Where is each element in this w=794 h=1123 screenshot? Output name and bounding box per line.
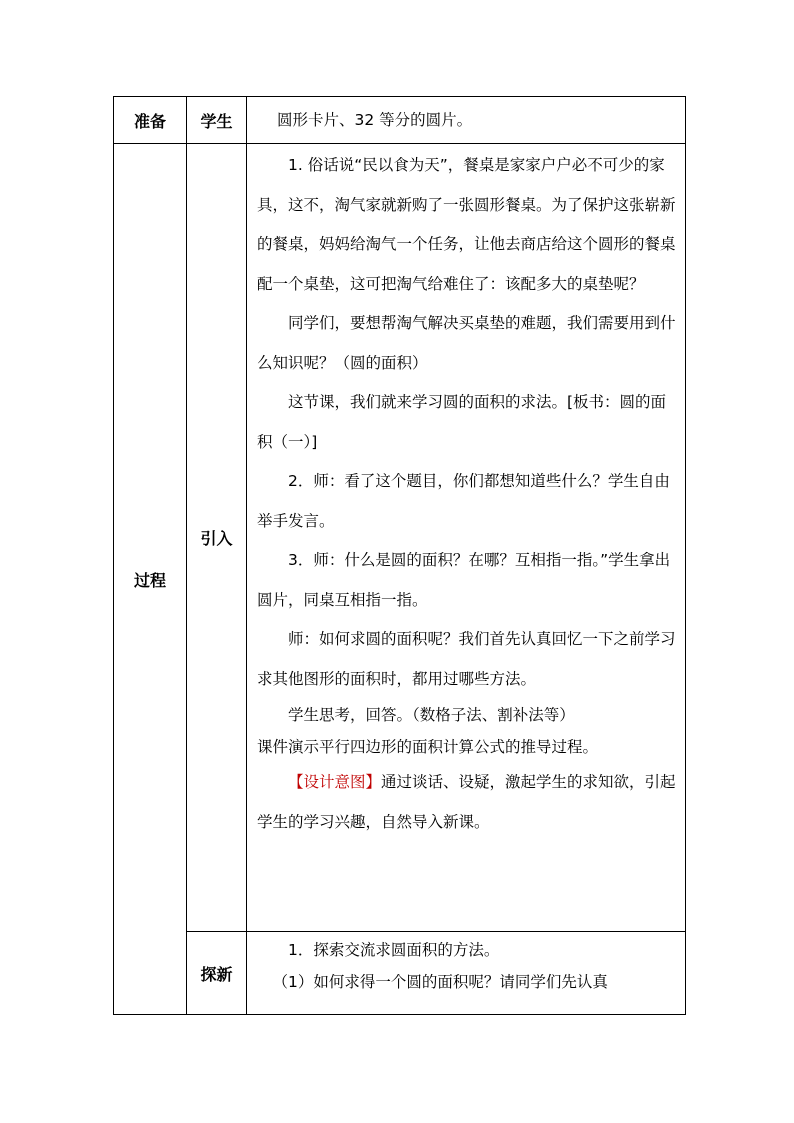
prep-row — [114, 97, 686, 144]
intro-paragraph-7: 学生思考，回答。（数格子法、割补法等） — [288, 706, 575, 724]
process-label: 过程 — [114, 144, 187, 1015]
intro-paragraph-4: 2．师：看了这个题目，你们都想知道些什么？学生自由举手发言。 — [257, 472, 670, 530]
design-intent-paragraph — [257, 763, 679, 842]
prep-label: 准备 — [114, 97, 187, 144]
intro-paragraph-5: 3．师：什么是圆的面积？在哪？互相指一指。”学生拿出圆片，同桌互相指一指。 — [257, 551, 671, 609]
intro-paragraph-1: 1. 俗话说“民以食为天”，餐桌是家家户户必不可少的家具，这不，淘气家就新购了一张圆形餐桌。为了保护这张崭新的餐桌，妈妈给淘气一个任务，让他去商店给这个圆形的餐桌配一个桌垫，这可把淘气给难住了：该配多大的桌垫呢？ — [257, 156, 676, 293]
explore-paragraph-2: （1）如何求得一个圆的面积呢？请同学们先认真 — [272, 973, 608, 991]
intro-row — [114, 144, 686, 932]
intro-paragraph-8: 课件演示平行四边形的面积计算公式的推导过程。 — [257, 738, 599, 756]
intro-paragraph-2: 同学们，要想帮淘气解决买桌垫的难题，我们需要用到什么知识呢？（圆的面积） — [257, 314, 676, 372]
intro-content — [247, 144, 686, 932]
design-intent-text: 通过谈话、设疑，激起学生的求知欲，引起学生的学习兴趣，自然导入新课。 — [257, 773, 676, 831]
intro-paragraph-3: 这节课，我们就来学习圆的面积的求法。[板书：圆的面积（一）] — [257, 393, 667, 451]
prep-sub-label: 学生 — [187, 97, 247, 144]
design-intent-tag: 【设计意图】 — [288, 773, 382, 791]
explore-label: 探新 — [187, 932, 247, 1015]
intro-label: 引入 — [187, 144, 247, 932]
explore-paragraph-1: 1．探索交流求圆面积的方法。 — [288, 941, 500, 959]
intro-paragraph-6: 师：如何求圆的面积呢？我们首先认真回忆一下之前学习求其他图形的面积时，都用过哪些方法。 — [257, 630, 676, 688]
prep-content: 圆形卡片、32 等分的圆片。 — [247, 97, 686, 144]
explore-content — [247, 932, 686, 1015]
explore-row — [114, 932, 686, 1015]
lesson-plan-table — [113, 96, 686, 1015]
